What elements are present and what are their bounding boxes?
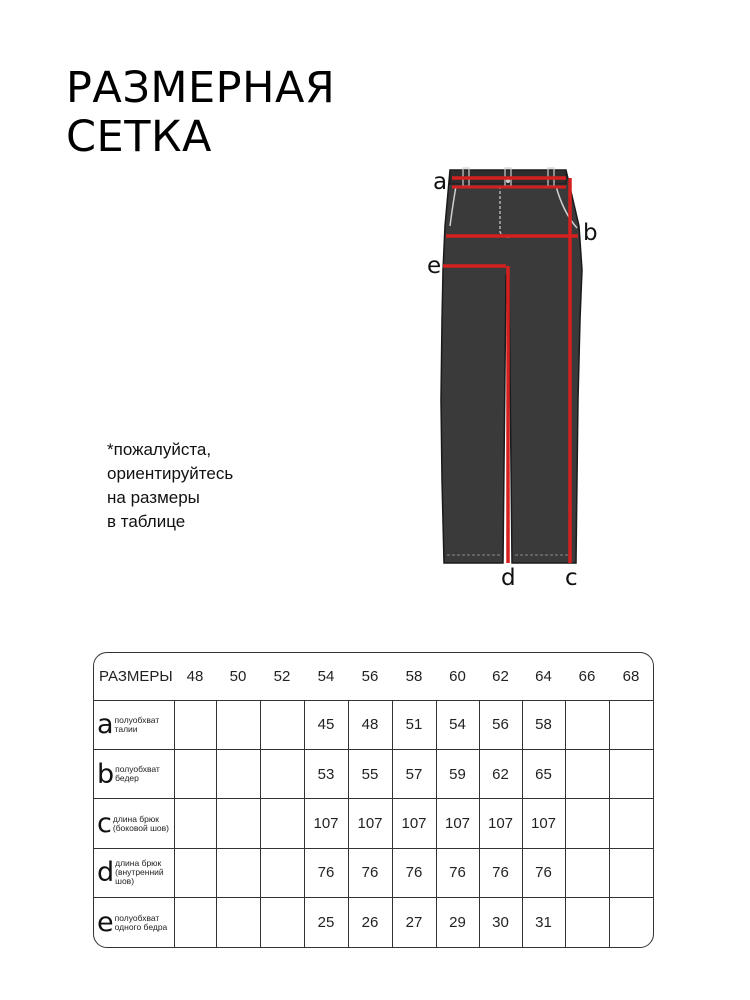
table-cell: 76 — [436, 848, 479, 897]
row-label — [94, 700, 174, 749]
row-label — [94, 799, 174, 848]
table-cell: 31 — [522, 898, 565, 947]
table-cell — [565, 898, 609, 947]
table-cell: 107 — [304, 799, 348, 848]
table-cell: 25 — [304, 898, 348, 947]
title-line-1: РАЗМЕРНАЯ — [66, 63, 336, 113]
label-c: c — [565, 565, 578, 591]
row-label — [94, 750, 174, 799]
table-cell — [609, 898, 653, 947]
row-description: длина брюк (внутренний шов) — [115, 858, 164, 887]
table-row — [94, 898, 653, 947]
size-header: 52 — [273, 667, 291, 685]
table-cell — [174, 700, 216, 749]
table-cell — [565, 750, 609, 799]
table-header-row — [94, 653, 653, 700]
row-letter: c — [97, 808, 112, 840]
size-header: 68 — [622, 667, 640, 685]
table-cell — [174, 799, 216, 848]
table-cell: 59 — [436, 750, 479, 799]
row-letter: a — [97, 709, 114, 741]
table-cell: 26 — [348, 898, 392, 947]
table-cell: 76 — [392, 848, 436, 897]
table-cell: 30 — [479, 898, 522, 947]
label-d: d — [501, 565, 516, 591]
table-cell — [174, 750, 216, 799]
table-cell — [260, 799, 304, 848]
table-cell: 107 — [479, 799, 522, 848]
table-cell — [565, 848, 609, 897]
table-cell — [216, 799, 260, 848]
table-cell: 76 — [348, 848, 392, 897]
table-cell: 107 — [436, 799, 479, 848]
label-b: b — [583, 220, 598, 246]
row-description: полуобхват одного бедра — [114, 912, 168, 932]
size-table — [93, 652, 654, 948]
table-cell: 107 — [392, 799, 436, 848]
table-cell: 48 — [348, 700, 392, 749]
pants-silhouette — [441, 170, 582, 563]
table-cell — [260, 750, 304, 799]
size-header: 56 — [361, 667, 379, 685]
size-header: 58 — [405, 667, 423, 685]
table-cell — [609, 700, 653, 749]
row-letter: e — [97, 907, 114, 939]
row-description: полуобхват талии — [114, 714, 160, 734]
table-cell: 29 — [436, 898, 479, 947]
table-cell: 76 — [522, 848, 565, 897]
table-cell: 62 — [479, 750, 522, 799]
row-description: длина брюк (боковой шов) — [112, 813, 169, 833]
label-e: e — [427, 253, 442, 279]
table-cell — [216, 848, 260, 897]
table-cell — [260, 848, 304, 897]
header-label: РАЗМЕРЫ — [99, 667, 173, 685]
note-line-2: ориентируйтесь — [107, 464, 234, 483]
table-cell: 27 — [392, 898, 436, 947]
label-a: a — [433, 169, 448, 195]
size-header: 50 — [229, 667, 247, 685]
table-cell: 45 — [304, 700, 348, 749]
row-label — [94, 848, 174, 897]
table-cell: 76 — [479, 848, 522, 897]
size-header: 64 — [535, 667, 552, 685]
table-cell: 65 — [522, 750, 565, 799]
table-cell — [609, 848, 653, 897]
table-cell: 76 — [304, 848, 348, 897]
size-header: 60 — [449, 667, 466, 685]
table-cell: 57 — [392, 750, 436, 799]
table-cell: 107 — [348, 799, 392, 848]
table-row — [94, 750, 653, 799]
title-line-2: СЕТКА — [66, 112, 212, 162]
table-row — [94, 799, 653, 848]
table-cell — [609, 799, 653, 848]
table-cell — [174, 898, 216, 947]
table-cell — [216, 750, 260, 799]
table-cell: 107 — [522, 799, 565, 848]
table-cell — [609, 750, 653, 799]
size-header: 48 — [186, 667, 204, 685]
table-cell — [260, 898, 304, 947]
note-line-4: в таблице — [107, 512, 186, 531]
table-row — [94, 848, 653, 897]
row-letter: b — [97, 758, 115, 790]
size-header: 62 — [492, 667, 509, 685]
table-cell — [565, 799, 609, 848]
table-cell — [565, 700, 609, 749]
table-cell: 53 — [304, 750, 348, 799]
table-cell — [216, 898, 260, 947]
table-cell — [216, 700, 260, 749]
table-cell — [174, 848, 216, 897]
table-cell: 54 — [436, 700, 479, 749]
table-cell: 51 — [392, 700, 436, 749]
row-letter: d — [97, 857, 115, 889]
size-header: 54 — [317, 667, 335, 685]
size-note — [107, 438, 233, 534]
note-line-1: *пожалуйста, — [107, 440, 212, 459]
size-header: 66 — [578, 667, 596, 685]
table-cell: 56 — [479, 700, 522, 749]
note-line-3: на размеры — [107, 488, 200, 507]
row-description: полуобхват бедер — [115, 764, 160, 784]
row-label — [94, 898, 174, 947]
table-cell — [260, 700, 304, 749]
table-row — [94, 700, 653, 749]
table-cell: 58 — [522, 700, 565, 749]
table-cell: 55 — [348, 750, 392, 799]
